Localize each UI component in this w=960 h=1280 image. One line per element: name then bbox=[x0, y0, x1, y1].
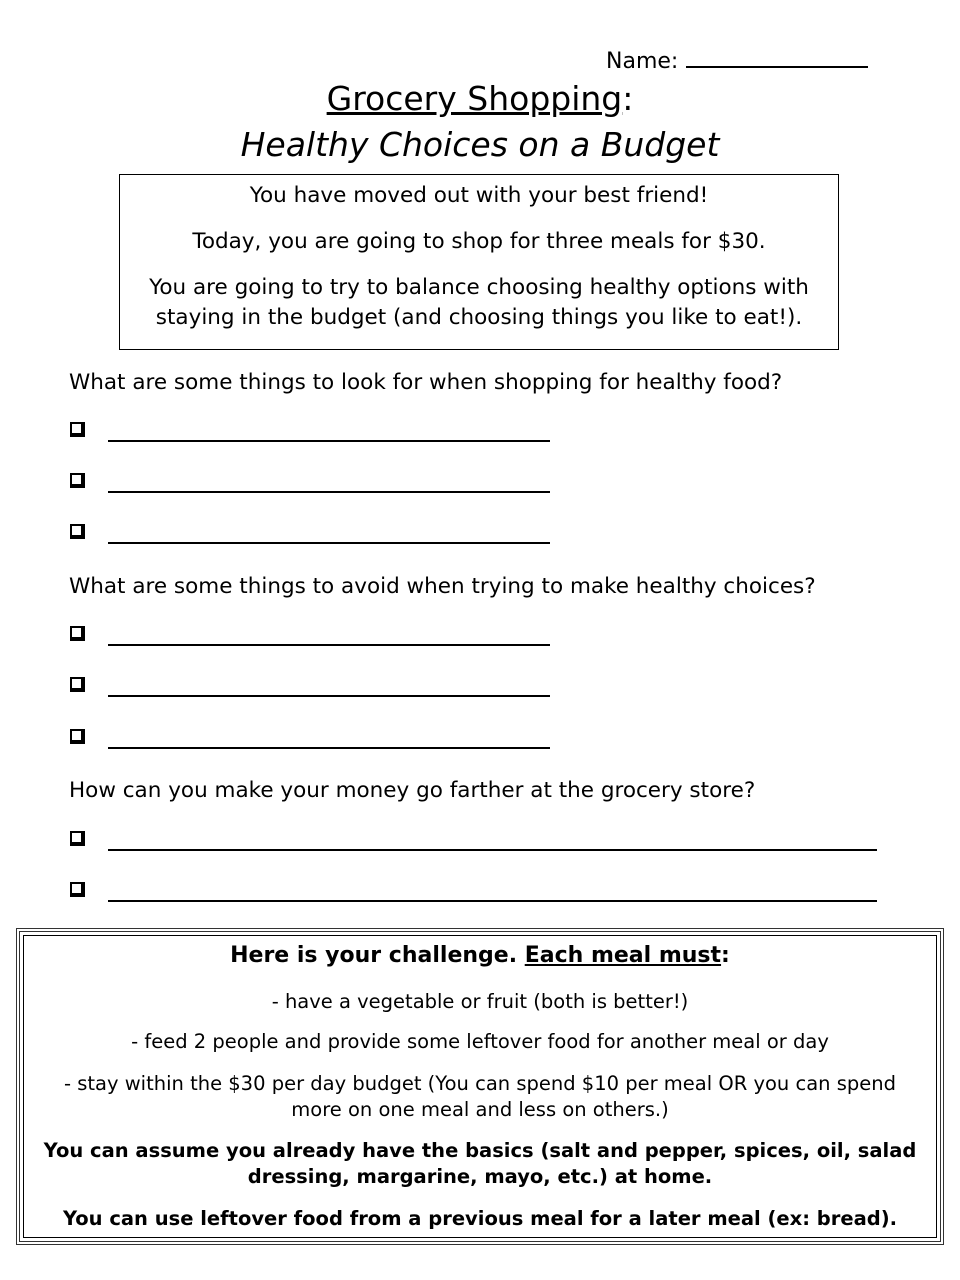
intro-line-1: You have moved out with your best friend! bbox=[249, 183, 709, 208]
answer-line[interactable] bbox=[108, 542, 550, 544]
answer-line[interactable] bbox=[108, 849, 877, 851]
checkbox-icon[interactable] bbox=[70, 626, 85, 641]
question-1: What are some things to look for when shopping for healthy food? bbox=[69, 370, 783, 395]
answer-line[interactable] bbox=[108, 644, 550, 646]
title-underlined: Grocery Shopping bbox=[326, 79, 623, 118]
intro-box bbox=[119, 174, 839, 350]
challenge-heading-prefix: Here is your challenge. bbox=[230, 943, 525, 968]
challenge-box bbox=[16, 928, 944, 1245]
challenge-heading-underlined: Each meal must bbox=[524, 943, 722, 968]
checkbox-icon[interactable] bbox=[70, 882, 85, 897]
intro-line-3a: You are going to try to balance choosing healthy options with bbox=[149, 275, 809, 300]
name-label: Name: bbox=[606, 49, 679, 74]
answer-line[interactable] bbox=[108, 491, 550, 493]
checkbox-icon[interactable] bbox=[70, 677, 85, 692]
challenge-heading bbox=[24, 943, 936, 969]
intro-line-3b: staying in the budget (and choosing things you like to eat!). bbox=[155, 305, 803, 330]
challenge-rule-3a: - stay within the $30 per day budget (You can spend $10 per meal OR you can spend bbox=[64, 1072, 896, 1095]
name-blank-line[interactable] bbox=[686, 46, 868, 68]
challenge-note-1a: You can assume you already have the basics (salt and pepper, spices, oil, salad bbox=[43, 1139, 917, 1162]
challenge-note-1b: dressing, margarine, mayo, etc.) at home. bbox=[247, 1165, 713, 1188]
answer-line[interactable] bbox=[108, 440, 550, 442]
challenge-rule-2: - feed 2 people and provide some leftover food for another meal or day bbox=[131, 1030, 829, 1053]
checkbox-icon[interactable] bbox=[70, 422, 85, 437]
challenge-note-2: You can use leftover food from a previous meal for a later meal (ex: bread). bbox=[62, 1207, 898, 1230]
title-colon: : bbox=[622, 79, 634, 118]
answer-line[interactable] bbox=[108, 747, 550, 749]
question-2: What are some things to avoid when trying to make healthy choices? bbox=[69, 574, 816, 599]
intro-line-2: Today, you are going to shop for three meals for $30. bbox=[192, 229, 766, 254]
page-subtitle: Healthy Choices on a Budget bbox=[240, 125, 720, 164]
page-title bbox=[0, 76, 960, 122]
name-field bbox=[606, 46, 868, 74]
checkbox-icon[interactable] bbox=[70, 473, 85, 488]
challenge-rule-3b: more on one meal and less on others.) bbox=[291, 1098, 669, 1121]
question-3: How can you make your money go farther at the grocery store? bbox=[69, 778, 756, 803]
challenge-heading-colon: : bbox=[721, 943, 730, 968]
challenge-rule-1: - have a vegetable or fruit (both is better!) bbox=[271, 990, 689, 1013]
answer-line[interactable] bbox=[108, 695, 550, 697]
checkbox-icon[interactable] bbox=[70, 831, 85, 846]
checkbox-icon[interactable] bbox=[70, 729, 85, 744]
intro-paragraph-3 bbox=[120, 273, 838, 333]
answer-line[interactable] bbox=[108, 900, 877, 902]
challenge-inner-border bbox=[23, 935, 937, 1238]
checkbox-icon[interactable] bbox=[70, 524, 85, 539]
